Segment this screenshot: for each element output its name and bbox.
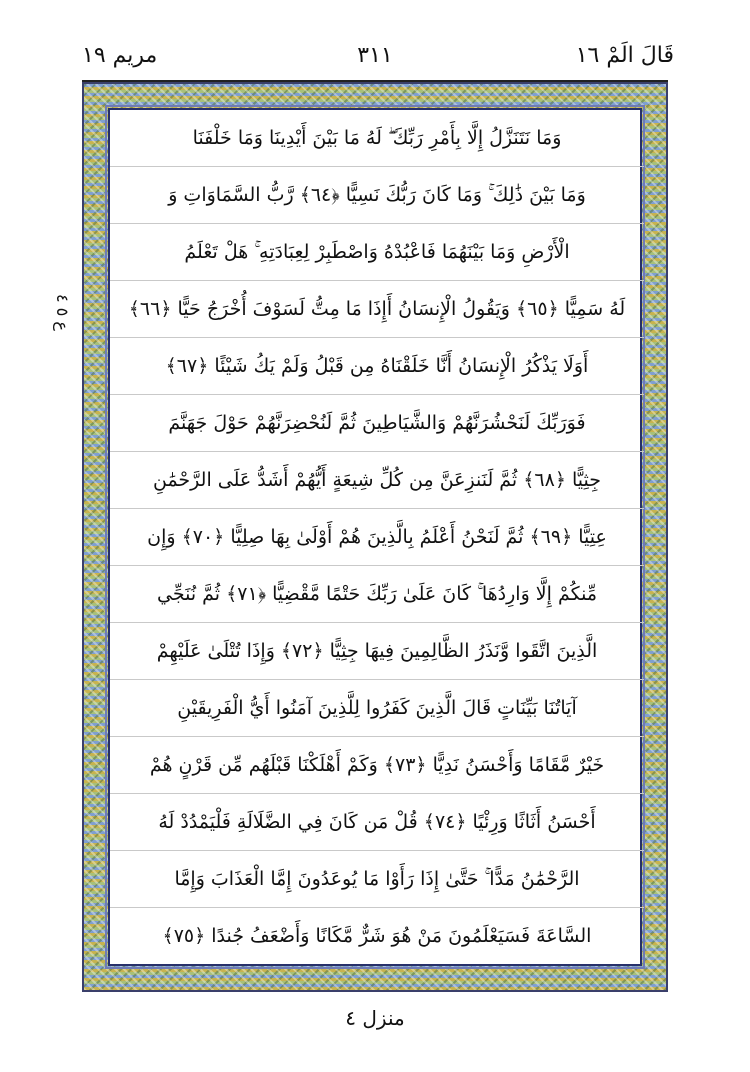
verse-line: الرَّحْمَٰنُ مَدًّا ۚ حَتَّىٰ إِذَا رَأَوْا مَا يُوعَدُونَ إِمَّا الْعَذَابَ وَإِمَّا	[110, 851, 644, 908]
verse-line: مِّنكُمْ إِلَّا وَارِدُهَا ۚ كَانَ عَلَىٰ رَبِّكَ حَتْمًا مَّقْضِيًّا ﴿٧١﴾ ثُمَّ نُنَجِّي	[110, 566, 644, 623]
manzil-label: منزل ٤	[345, 1006, 405, 1030]
para-title: قَالَ الَمْ ١٦	[575, 43, 674, 68]
verse-line: خَيْرٌ مَّقَامًا وَأَحْسَنُ نَدِيًّا ﴿٧٣﴾ وَكَمْ أَهْلَكْنَا قَبْلَهُم مِّن قَرْنٍ هُمْ	[110, 737, 644, 794]
text-panel	[108, 108, 642, 966]
verse-line: فَوَرَبِّكَ لَنَحْشُرَنَّهُمْ وَالشَّيَاطِينَ ثُمَّ لَنُحْضِرَنَّهُمْ حَوْلَ جَهَنَّمَ	[110, 395, 644, 452]
verse-line: لَهُ سَمِيًّا ﴿٦٥﴾ وَيَقُولُ الْإِنسَانُ أَإِذَا مَا مِتُّ لَسَوْفَ أُخْرَجُ حَيًّا ﴿٦٦﴾	[110, 281, 644, 338]
verse-line: أَحْسَنُ أَثَاثًا وَرِئْيًا ﴿٧٤﴾ قُلْ مَن كَانَ فِي الضَّلَالَةِ فَلْيَمْدُدْ لَهُ	[110, 794, 644, 851]
verse-line: وَمَا نَتَنَزَّلُ إِلَّا بِأَمْرِ رَبِّكَ ۖ لَهُ مَا بَيْنَ أَيْدِينَا وَمَا خَلْفَنَا	[110, 110, 644, 167]
decorative-border	[82, 82, 668, 992]
verse-line: السَّاعَةَ فَسَيَعْلَمُونَ مَنْ هُوَ شَرٌّ مَّكَانًا وَأَضْعَفُ جُندًا ﴿٧٥﴾	[162, 925, 592, 947]
ruku-marker: ع ٥ ٤	[53, 293, 72, 331]
surah-title: مريم ١٩	[82, 43, 158, 68]
page-number: ٣١١	[357, 43, 393, 68]
verse-line: آيَاتُنَا بَيِّنَاتٍ قَالَ الَّذِينَ كَفَرُوا لِلَّذِينَ آمَنُوا أَيُّ الْفَرِيقَيْنِ	[110, 680, 644, 737]
verse-line: جِثِيًّا ﴿٦٨﴾ ثُمَّ لَنَنزِعَنَّ مِن كُلِّ شِيعَةٍ أَيُّهُمْ أَشَدُّ عَلَى الرَّحْمَٰنِ	[110, 452, 644, 509]
verse-line: الَّذِينَ اتَّقَوا وَّنَذَرُ الظَّالِمِينَ فِيهَا جِثِيًّا ﴿٧٢﴾ وَإِذَا تُتْلَىٰ عَلَيْهِمْ	[110, 623, 644, 680]
verse-line: أَوَلَا يَذْكُرُ الْإِنسَانُ أَنَّا خَلَقْنَاهُ مِن قَبْلُ وَلَمْ يَكُ شَيْئًا ﴿٦٧﴾	[110, 338, 644, 395]
verse-line: عِتِيًّا ﴿٦٩﴾ ثُمَّ لَنَحْنُ أَعْلَمُ بِالَّذِينَ هُمْ أَوْلَىٰ بِهَا صِلِيًّا ﴿٧٠﴾ وَإِن	[110, 509, 644, 566]
verse-line: الْأَرْضِ وَمَا بَيْنَهُمَا فَاعْبُدْهُ وَاصْطَبِرْ لِعِبَادَتِهِ ۚ هَلْ تَعْلَمُ	[110, 224, 644, 281]
verse-line: وَمَا بَيْنَ ذَٰلِكَ ۚ وَمَا كَانَ رَبُّكَ نَسِيًّا ﴿٦٤﴾ رَّبُّ السَّمَاوَاتِ وَ	[110, 167, 644, 224]
